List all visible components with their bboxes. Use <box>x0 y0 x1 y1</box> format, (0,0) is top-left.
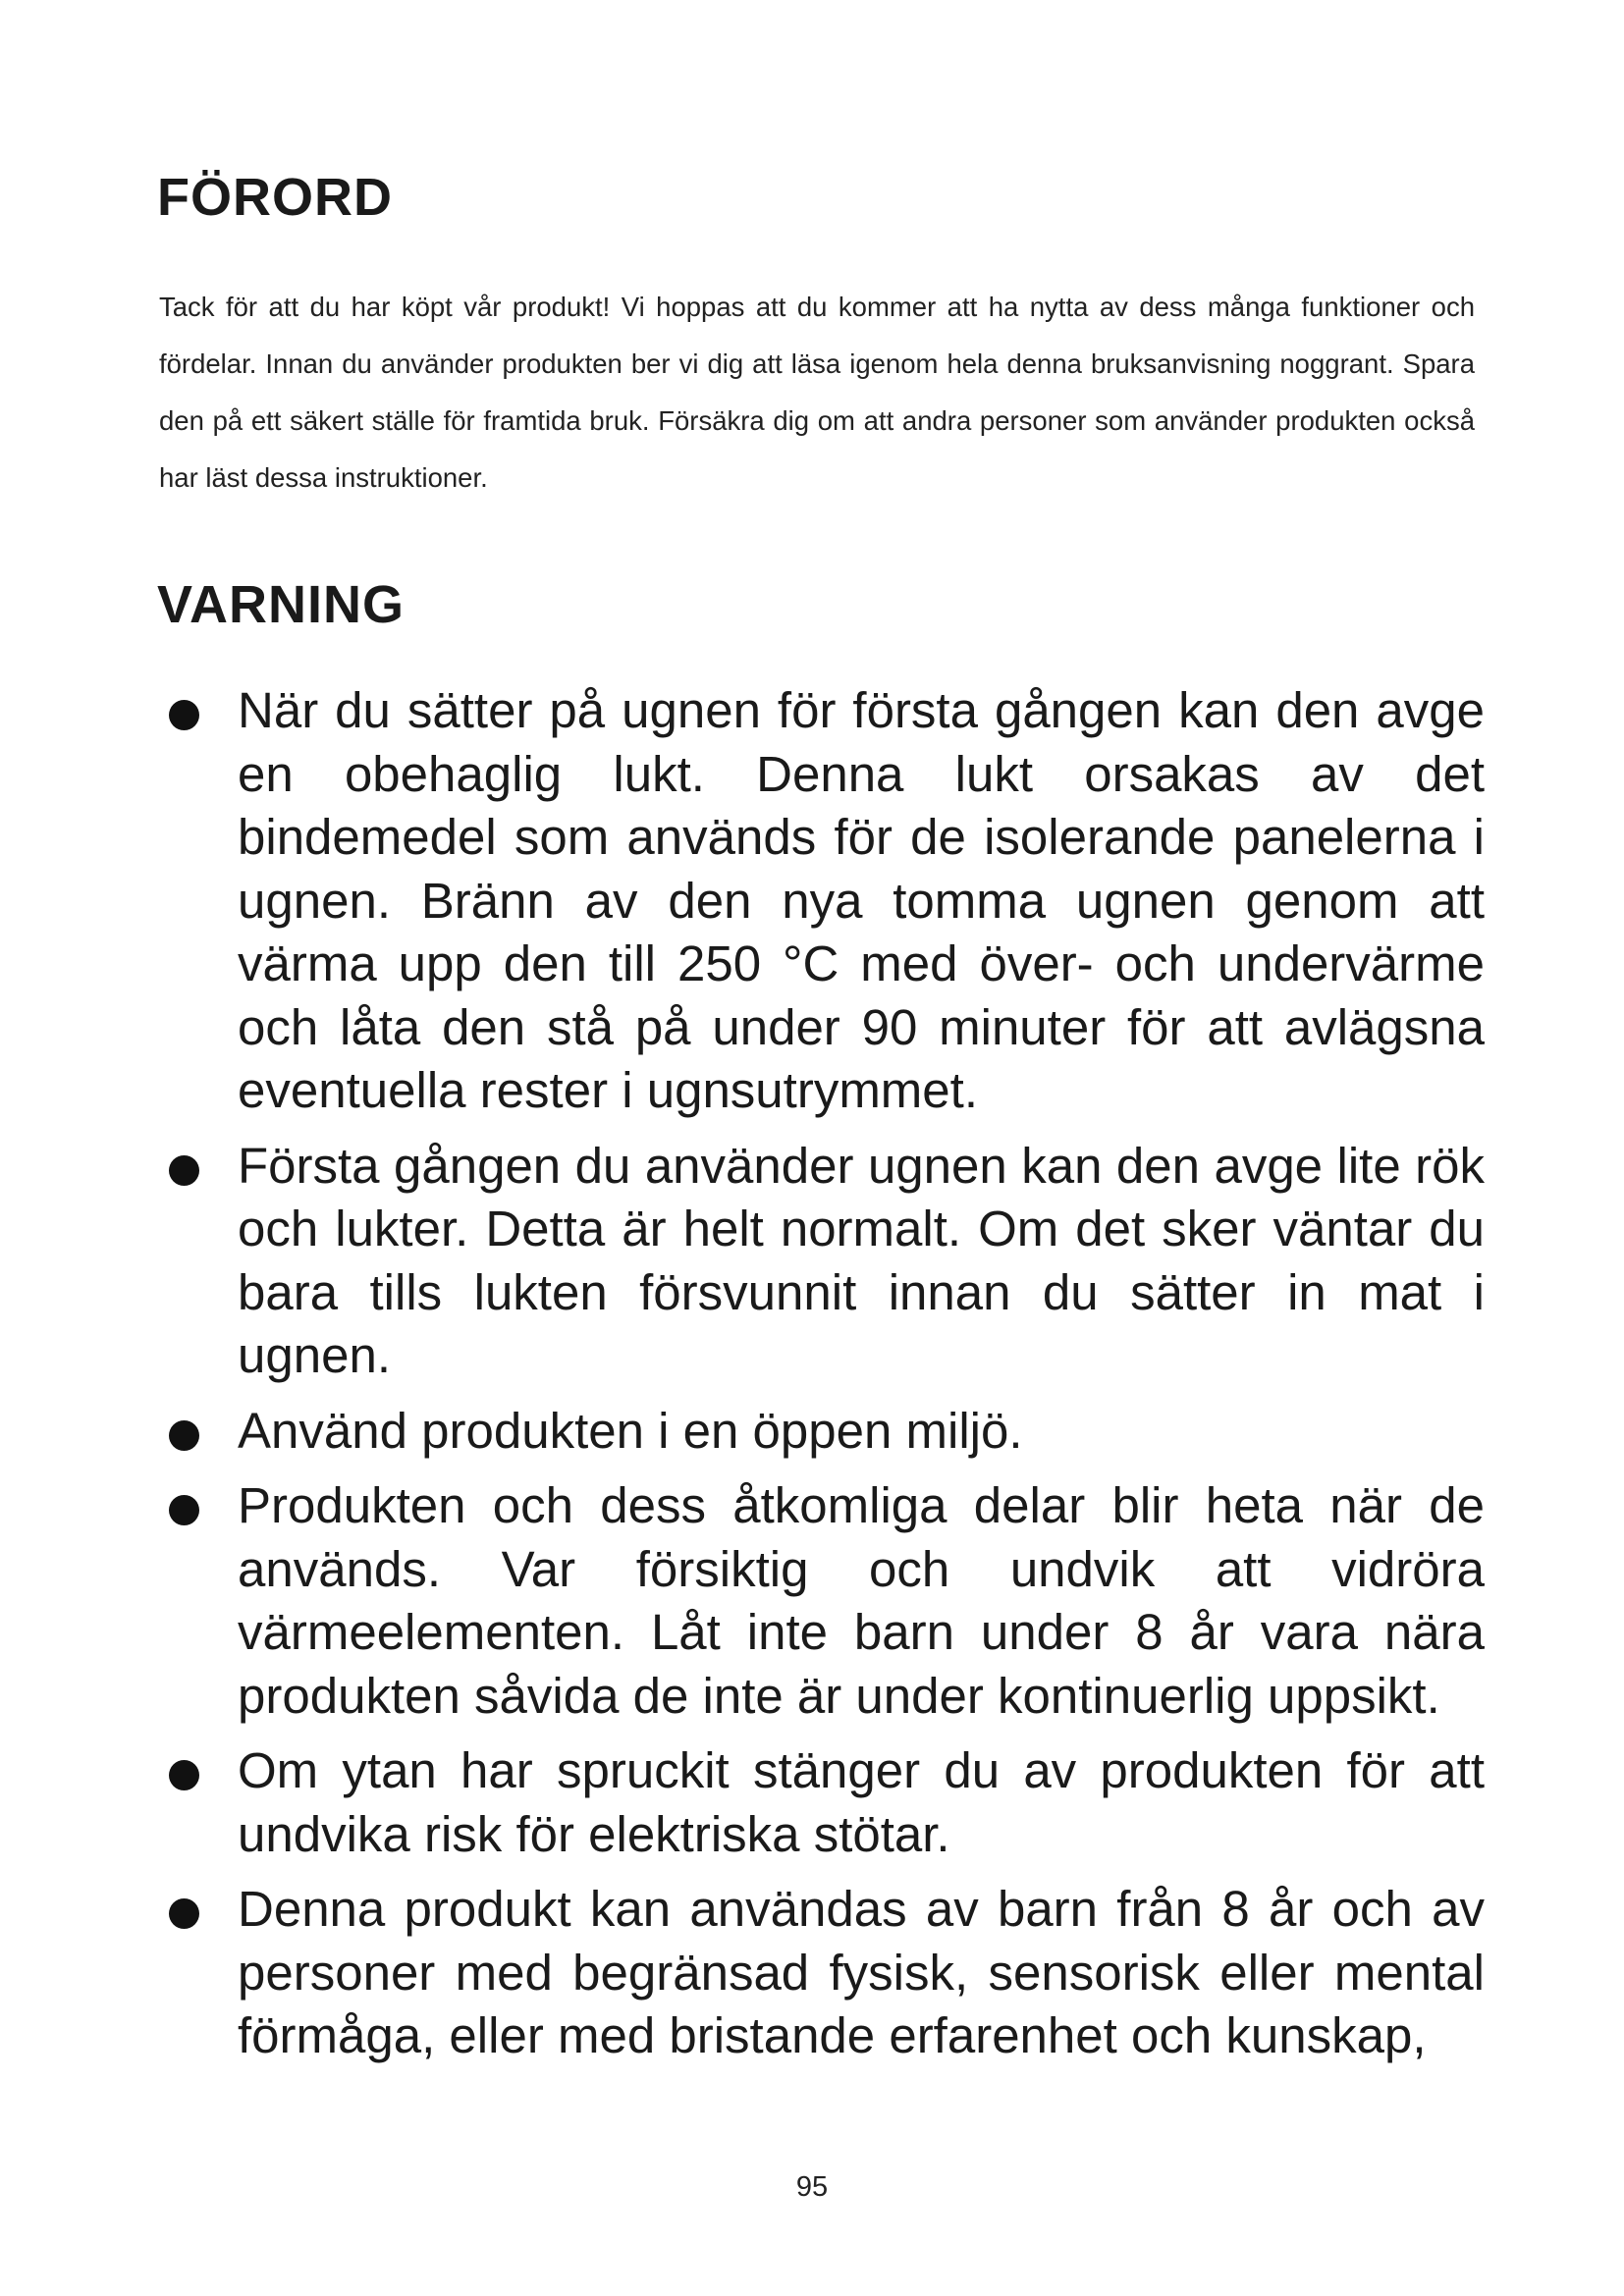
warning-heading: VARNING <box>157 575 406 634</box>
warning-item-text: Första gången du använder ugnen kan den avge lite rök och lukter. Detta är helt normalt. Om det sker väntar du bara tills lukten försvunnit innan du sätter in mat i ugnen. <box>238 1137 1485 1383</box>
warning-item-text: Om ytan har spruckit stänger du av produkten för att undvika risk för elektriska stötar. <box>238 1742 1485 1862</box>
bullet-icon <box>169 1760 199 1790</box>
warning-list <box>157 679 1485 2080</box>
warning-item-text: Denna produkt kan användas av barn från 8 år och av personer med begränsad fysisk, sensorisk eller mental förmåga, eller med bristande erfarenhet och kunskap, <box>238 1881 1485 2063</box>
warning-item-text: Använd produkten i en öppen miljö. <box>238 1402 1023 1459</box>
page-number: 95 <box>795 2171 829 2203</box>
warning-item <box>157 1474 1485 1728</box>
warning-item <box>157 1400 1485 1464</box>
bullet-icon <box>169 1495 199 1525</box>
warning-item <box>157 1878 1485 2068</box>
bullet-icon <box>169 700 199 730</box>
foreword-paragraph: Tack för att du har köpt vår produkt! Vi hoppas att du kommer att ha nytta av dess många funktioner och fördelar. Innan du använder produkten ber vi dig att läsa igenom hela denna bruksanvisning noggrant. Spara den på ett säkert ställe för framtida bruk. Försäkra dig om att andra personer som använder produkten också har läst dessa instruktioner. <box>159 292 1475 493</box>
foreword-heading: FÖRORD <box>157 168 393 227</box>
warning-item-text: När du sätter på ugnen för första gången kan den avge en obehaglig lukt. Denna lukt orsakas av det bindemedel som används för de isolerande panelerna i ugnen. Bränn av den nya tomma ugnen genom att värma upp den till 250 °C med över- och undervärme och låta den stå på under 90 minuter för att avlägsna eventuella rester i ugnsutrymmet. <box>238 682 1485 1118</box>
bullet-icon <box>169 1155 199 1186</box>
warning-item <box>157 1739 1485 1866</box>
bullet-icon <box>169 1420 199 1451</box>
bullet-icon <box>169 1898 199 1929</box>
warning-item <box>157 1135 1485 1388</box>
warning-item-text: Produkten och dess åtkomliga delar blir heta när de används. Var försiktig och undvik att vidröra värmeelementen. Låt inte barn under 8 år vara nära produkten såvida de inte är under kontinuerlig uppsikt. <box>238 1477 1485 1724</box>
warning-item <box>157 679 1485 1123</box>
